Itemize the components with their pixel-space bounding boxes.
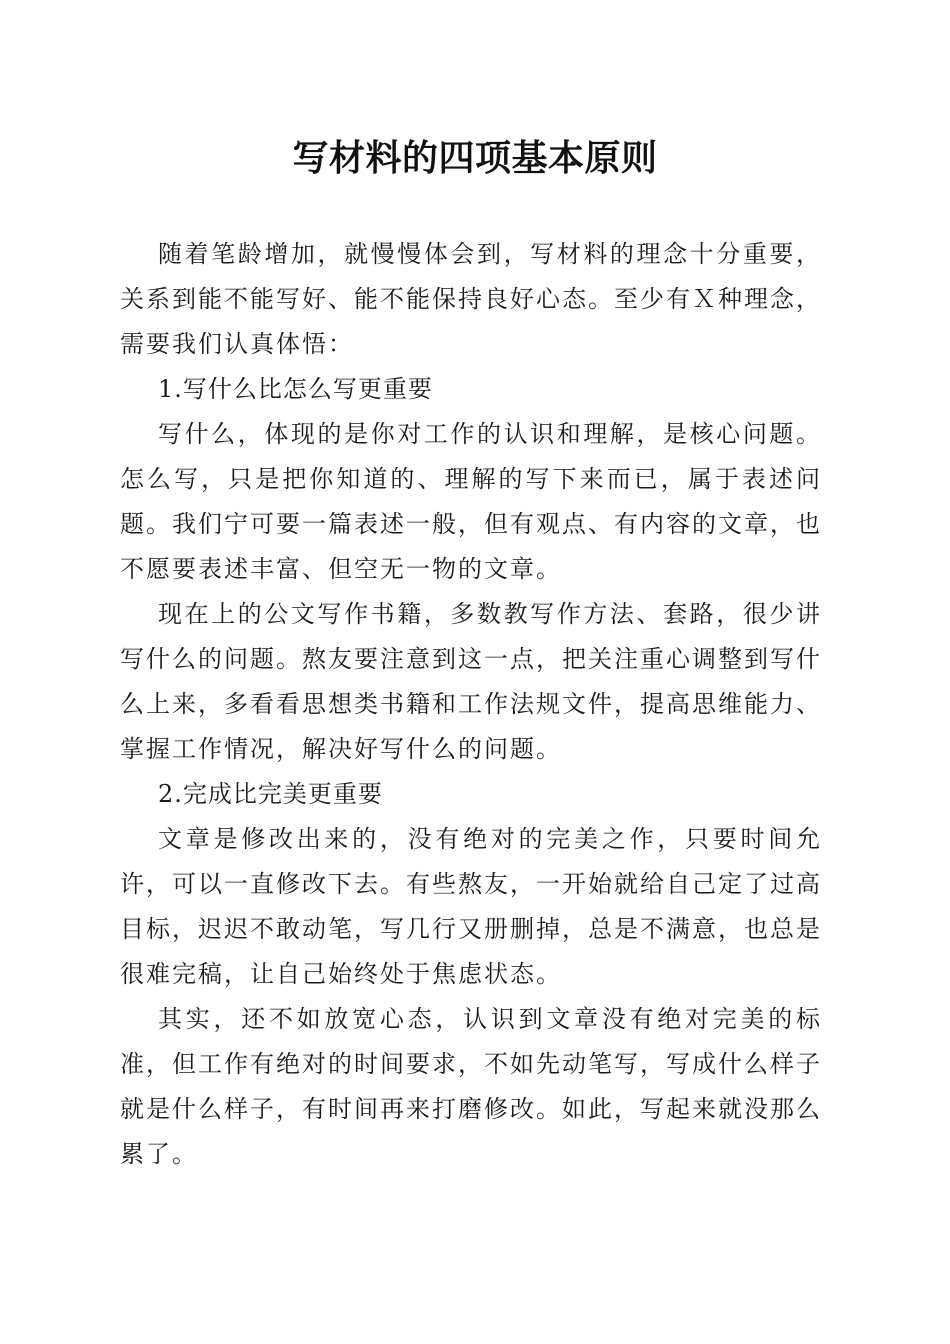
section-1-paragraph-2: 现在上的公文写作书籍，多数教写作方法、套路，很少讲写什么的问题。熬友要注意到这一点，把关注重心调整到写什么上来，多看看思想类书籍和工作法规文件，提高思维能力、掌握工作情况，解决好写什么的问题。 bbox=[120, 600, 822, 763]
section-2-paragraph-1: 文章是修改出来的，没有绝对的完美之作，只要时间允许，可以一直修改下去。有些熬友，一开始就给自己定了过高目标，迟迟不敢动笔，写几行又册删掉，总是不满意，也总是很难完稿，让自己始终处于焦虑状态。 bbox=[120, 825, 822, 988]
section-heading-2: 2.完成比完美更重要 bbox=[158, 780, 383, 808]
document-body bbox=[120, 232, 822, 1177]
intro-paragraph: 随着笔龄增加，就慢慢体会到，写材料的理念十分重要，关系到能不能写好、能不能保持良好心态。至少有Ｘ种理念，需要我们认真体悟： bbox=[120, 240, 822, 358]
section-2-paragraph-2: 其实，还不如放宽心态，认识到文章没有绝对完美的标准，但工作有绝对的时间要求，不如先动笔写，写成什么样子就是什么样子，有时间再来打磨修改。如此，写起来就没那么累了。 bbox=[120, 1005, 822, 1168]
section-1-paragraph-1: 写什么，体现的是你对工作的认识和理解，是核心问题。怎么写，只是把你知道的、理解的写下来而已，属于表述问题。我们宁可要一篇表述一般，但有观点、有内容的文章，也不愿要表述丰富、但空无一物的文章。 bbox=[120, 420, 822, 583]
section-heading-1: 1.写什么比怎么写更重要 bbox=[158, 375, 433, 403]
document-title: 写材料的四项基本原则 bbox=[292, 137, 658, 179]
